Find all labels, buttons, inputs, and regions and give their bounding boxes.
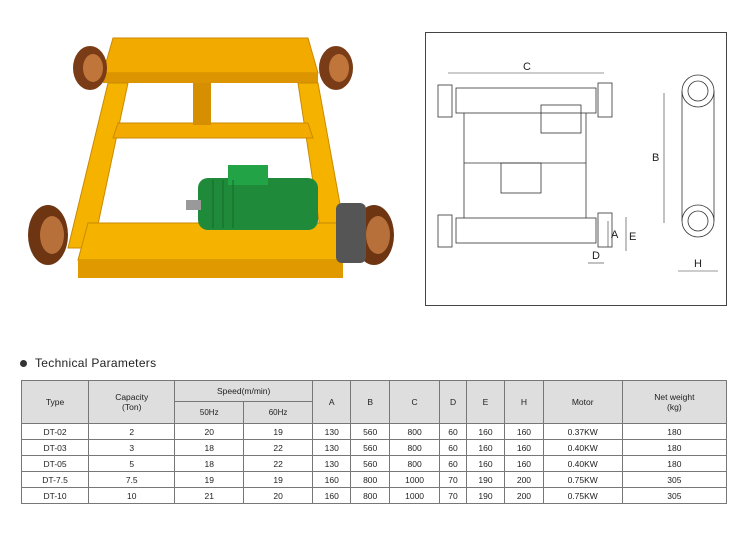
table-row xyxy=(22,472,727,488)
table-cell: 18 xyxy=(175,456,244,472)
table-row xyxy=(22,424,727,440)
table-cell: 60 xyxy=(440,440,466,456)
header-speed-60hz: 60Hz xyxy=(244,402,313,424)
table-cell: 160 xyxy=(313,472,351,488)
table-cell: 160 xyxy=(466,440,504,456)
table-body xyxy=(22,424,727,504)
table-cell: 130 xyxy=(313,440,351,456)
motor xyxy=(186,165,318,230)
table-cell: 305 xyxy=(622,472,726,488)
table-cell: 180 xyxy=(622,456,726,472)
table-cell: 0.40KW xyxy=(543,456,622,472)
table-cell: 20 xyxy=(244,488,313,504)
table-cell: 20 xyxy=(175,424,244,440)
table-cell: 800 xyxy=(351,472,389,488)
table-cell: 160 xyxy=(505,424,543,440)
section-heading xyxy=(20,356,156,370)
header-h: H xyxy=(505,381,543,424)
table-cell: 1000 xyxy=(389,472,439,488)
table-row xyxy=(22,488,727,504)
table-cell: 305 xyxy=(622,488,726,504)
table-cell: 21 xyxy=(175,488,244,504)
header-b: B xyxy=(351,381,389,424)
table-cell: DT-7.5 xyxy=(22,472,89,488)
drawing-motor xyxy=(541,105,581,133)
table-cell: 200 xyxy=(505,488,543,504)
header-d: D xyxy=(440,381,466,424)
table-cell: 200 xyxy=(505,472,543,488)
table-cell: 0.75KW xyxy=(543,488,622,504)
table-cell: 0.40KW xyxy=(543,440,622,456)
table-cell: 560 xyxy=(351,424,389,440)
table-cell: 130 xyxy=(313,456,351,472)
table-cell: 560 xyxy=(351,440,389,456)
table-cell: 60 xyxy=(440,456,466,472)
header-motor: Motor xyxy=(543,381,622,424)
label-d: D xyxy=(592,250,600,262)
table-cell: 160 xyxy=(313,488,351,504)
table-cell: 800 xyxy=(389,424,439,440)
header-capacity: Capacity (Ton) xyxy=(89,381,175,424)
table-row xyxy=(22,456,727,472)
table-cell: 180 xyxy=(622,424,726,440)
table-cell: 800 xyxy=(351,488,389,504)
table-cell: 22 xyxy=(244,456,313,472)
table-cell: DT-05 xyxy=(22,456,89,472)
table-row xyxy=(22,440,727,456)
table-cell: DT-03 xyxy=(22,440,89,456)
table-cell: 3 xyxy=(89,440,175,456)
table-cell: 180 xyxy=(622,440,726,456)
header-speed-50hz: 50Hz xyxy=(175,402,244,424)
top-left-wheel xyxy=(438,85,452,117)
header-weight: Net weight (kg) xyxy=(622,381,726,424)
table-cell: DT-02 xyxy=(22,424,89,440)
table-cell: 1000 xyxy=(389,488,439,504)
technical-parameters-table xyxy=(21,380,727,504)
label-a: A xyxy=(611,229,619,241)
top-end-carriage xyxy=(456,88,596,113)
table-cell: 560 xyxy=(351,456,389,472)
table-cell: 5 xyxy=(89,456,175,472)
frame-rails xyxy=(68,38,348,278)
table-cell: 190 xyxy=(466,488,504,504)
header-e: E xyxy=(466,381,504,424)
header-c: C xyxy=(389,381,439,424)
label-c: C xyxy=(523,61,531,73)
table-cell: 70 xyxy=(440,472,466,488)
table-cell: DT-10 xyxy=(22,488,89,504)
table-cell: 7.5 xyxy=(89,472,175,488)
top-right-wheel xyxy=(598,83,612,117)
bottom-end-carriage xyxy=(456,218,596,243)
technical-drawing xyxy=(425,32,727,306)
table-cell: 130 xyxy=(313,424,351,440)
bottom-right-wheel xyxy=(598,213,612,247)
table-cell: 160 xyxy=(505,440,543,456)
table-cell: 22 xyxy=(244,440,313,456)
label-b: B xyxy=(652,152,660,164)
table-cell: 2 xyxy=(89,424,175,440)
bullet-icon xyxy=(20,360,27,367)
table-cell: 19 xyxy=(175,472,244,488)
label-h: H xyxy=(694,258,702,270)
side-view-bottom-wheel xyxy=(682,205,714,237)
table-cell: 190 xyxy=(466,472,504,488)
table-cell: 0.37KW xyxy=(543,424,622,440)
label-e: E xyxy=(629,231,637,243)
table-cell: 70 xyxy=(440,488,466,504)
table-cell: 160 xyxy=(505,456,543,472)
header-a: A xyxy=(313,381,351,424)
table-cell: 160 xyxy=(466,456,504,472)
table-cell: 800 xyxy=(389,440,439,456)
header-type: Type xyxy=(22,381,89,424)
section-title: Technical Parameters xyxy=(35,356,157,370)
product-photo xyxy=(18,28,398,288)
table-cell: 160 xyxy=(466,424,504,440)
table-cell: 800 xyxy=(389,456,439,472)
table-cell: 18 xyxy=(175,440,244,456)
side-view-top-wheel xyxy=(682,75,714,107)
table-cell: 60 xyxy=(440,424,466,440)
table-cell: 19 xyxy=(244,472,313,488)
table-cell: 19 xyxy=(244,424,313,440)
header-speed: Speed(m/min) xyxy=(175,381,313,402)
table-cell: 10 xyxy=(89,488,175,504)
table-cell: 0.75KW xyxy=(543,472,622,488)
bottom-left-wheel xyxy=(438,215,452,247)
